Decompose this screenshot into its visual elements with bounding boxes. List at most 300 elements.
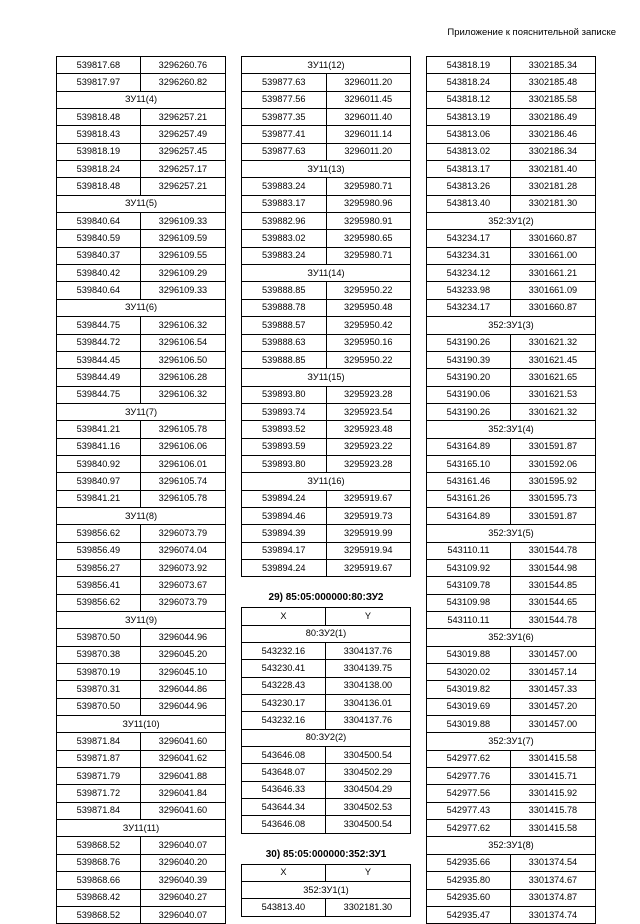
x-coordinate: 543109.78 [427, 577, 511, 594]
x-coordinate: 539844.49 [57, 369, 141, 386]
y-coordinate: 3301621.65 [510, 369, 595, 386]
coordinate-row [242, 490, 411, 507]
parcel-header-row [242, 161, 411, 178]
x-coordinate: 539893.59 [242, 438, 327, 455]
y-coordinate: 3301661.00 [510, 247, 595, 264]
x-coordinate: 539871.84 [57, 733, 141, 750]
y-coordinate: 3301544.78 [510, 612, 595, 629]
parcel-header-row [427, 733, 596, 750]
coordinate-row [242, 421, 411, 438]
parcel-label: ЗУ11(13) [242, 161, 411, 178]
coordinate-block [56, 56, 226, 924]
coordinate-row [427, 612, 596, 629]
coordinates-column-2 [241, 56, 411, 917]
x-coordinate: 543646.08 [242, 816, 326, 833]
coordinate-row [57, 386, 226, 403]
page-header: Приложение к пояснительной записке [447, 27, 616, 38]
x-coordinate: 539840.59 [57, 230, 141, 247]
coordinate-row [57, 681, 226, 698]
coordinate-row [427, 126, 596, 143]
coordinate-row [242, 608, 411, 625]
y-coordinate: 3301415.58 [510, 750, 595, 767]
x-coordinate: 539877.35 [242, 109, 327, 126]
coordinate-row [57, 421, 226, 438]
y-coordinate: 3302181.40 [510, 161, 595, 178]
y-coordinate: 3295923.48 [326, 421, 411, 438]
parcel-label: 80:ЗУ2(2) [242, 729, 411, 746]
x-coordinate: 539883.24 [242, 247, 327, 264]
x-coordinate: 542935.66 [427, 854, 511, 871]
x-coordinate: 539882.96 [242, 213, 327, 230]
coordinate-row [242, 507, 411, 524]
coordinate-row [427, 438, 596, 455]
x-coordinate: 542977.62 [427, 820, 511, 837]
y-coordinate: 3301374.74 [510, 906, 595, 923]
coordinate-row [57, 542, 226, 559]
x-coordinate: 543019.82 [427, 681, 511, 698]
y-coordinate: 3296011.20 [326, 143, 411, 160]
y-coordinate: 3304500.54 [325, 816, 410, 833]
x-coordinate: 543109.98 [427, 594, 511, 611]
y-coordinate: 3296257.17 [140, 161, 225, 178]
coordinate-row [57, 490, 226, 507]
parcel-header-row [242, 473, 411, 490]
coordinate-row [242, 230, 411, 247]
y-coordinate: 3296041.88 [140, 768, 225, 785]
x-coordinate: 542977.62 [427, 750, 511, 767]
parcel-header-row [57, 299, 226, 316]
x-coordinate: 539883.24 [242, 178, 327, 195]
parcel-label: ЗУ11(14) [242, 265, 411, 282]
y-coordinate: 3295950.22 [326, 282, 411, 299]
x-coordinate: 543234.12 [427, 265, 511, 282]
y-coordinate: 3301591.87 [510, 438, 595, 455]
x-coordinate: 539840.37 [57, 247, 141, 264]
coordinate-row [242, 178, 411, 195]
y-coordinate: 3296106.32 [140, 317, 225, 334]
y-coordinate: 3304139.75 [325, 660, 410, 677]
parcel-label: ЗУ11(8) [57, 507, 226, 524]
coordinate-row [242, 351, 411, 368]
x-coordinate: 543165.10 [427, 455, 511, 472]
coordinate-row [242, 559, 411, 576]
x-coordinate: 539893.52 [242, 421, 327, 438]
coordinate-row [242, 899, 411, 916]
x-coordinate: 539840.64 [57, 282, 141, 299]
y-coordinate: 3296011.45 [326, 91, 411, 108]
y-coordinate: 3296109.33 [140, 282, 225, 299]
coordinate-row [242, 712, 411, 729]
coordinate-row [242, 213, 411, 230]
parcel-header-row [427, 213, 596, 230]
x-coordinate: 543813.19 [427, 109, 511, 126]
y-coordinate: 3301457.33 [510, 681, 595, 698]
coordinate-row [242, 438, 411, 455]
x-coordinate: 539888.63 [242, 334, 327, 351]
parcel-label: 352:ЗУ1(8) [427, 837, 596, 854]
x-coordinate: 543813.02 [427, 143, 511, 160]
x-coordinate: 543164.89 [427, 507, 511, 524]
y-coordinate: 3301544.98 [510, 559, 595, 576]
coordinate-row [57, 74, 226, 91]
coordinate-row [57, 525, 226, 542]
coordinate-row [427, 74, 596, 91]
coordinate-row [242, 109, 411, 126]
y-coordinate: 3304504.29 [325, 781, 410, 798]
coordinate-row [427, 282, 596, 299]
y-coordinate: 3296109.59 [140, 230, 225, 247]
parcel-label: ЗУ11(4) [57, 91, 226, 108]
x-coordinate: 543190.20 [427, 369, 511, 386]
coordinate-row [57, 57, 226, 74]
parcel-header-row [242, 729, 411, 746]
coordinate-row [427, 57, 596, 74]
y-coordinate: 3296106.50 [140, 351, 225, 368]
y-coordinate: 3296106.28 [140, 369, 225, 386]
x-coordinate: 539856.49 [57, 542, 141, 559]
y-coordinate: 3296106.32 [140, 386, 225, 403]
x-coordinate: 543110.11 [427, 542, 511, 559]
coordinate-row [242, 195, 411, 212]
x-coordinate: 539894.17 [242, 542, 327, 559]
x-coordinate: 543234.17 [427, 299, 511, 316]
x-coordinate: 543818.24 [427, 74, 511, 91]
coordinate-row [427, 802, 596, 819]
y-coordinate: 3295980.65 [326, 230, 411, 247]
x-coordinate: 539877.63 [242, 143, 327, 160]
x-coordinate: 539894.46 [242, 507, 327, 524]
coordinate-row [242, 403, 411, 420]
y-coordinate: 3295980.71 [326, 178, 411, 195]
x-coordinate: 543019.88 [427, 716, 511, 733]
x-coordinate: 539868.42 [57, 889, 141, 906]
coordinate-row [57, 750, 226, 767]
y-coordinate: 3304137.76 [325, 712, 410, 729]
x-coordinate: 543813.06 [427, 126, 511, 143]
parcel-header-row [242, 625, 411, 642]
coordinate-row [242, 247, 411, 264]
y-coordinate: 3304138.00 [325, 677, 410, 694]
coordinate-row [57, 265, 226, 282]
y-coordinate: 3296109.33 [140, 213, 225, 230]
coordinate-row [57, 109, 226, 126]
x-coordinate: 539856.41 [57, 577, 141, 594]
y-coordinate: 3295919.94 [326, 542, 411, 559]
x-coordinate: 539888.57 [242, 317, 327, 334]
x-coordinate: 539877.56 [242, 91, 327, 108]
y-coordinate: 3304136.01 [325, 695, 410, 712]
coordinate-row [57, 213, 226, 230]
coordinate-row [427, 91, 596, 108]
parcel-header-row [57, 91, 226, 108]
y-coordinate: 3295923.54 [326, 403, 411, 420]
y-coordinate: 3296105.74 [140, 473, 225, 490]
y-coordinate: 3296073.92 [140, 559, 225, 576]
coordinate-row [427, 785, 596, 802]
x-coordinate: 539870.50 [57, 629, 141, 646]
x-coordinate: 543019.69 [427, 698, 511, 715]
y-coordinate: 3304500.54 [325, 747, 410, 764]
coordinate-row [427, 247, 596, 264]
y-coordinate: 3295980.71 [326, 247, 411, 264]
coordinate-row [427, 577, 596, 594]
y-coordinate: 3295950.16 [326, 334, 411, 351]
y-coordinate: 3296040.07 [140, 837, 225, 854]
parcel-header-row [57, 716, 226, 733]
coordinate-row [427, 559, 596, 576]
x-coordinate: 543161.26 [427, 490, 511, 507]
x-coordinate: 543109.92 [427, 559, 511, 576]
x-coordinate: 539888.78 [242, 299, 327, 316]
coordinate-row [427, 750, 596, 767]
y-coordinate: 3301660.87 [510, 230, 595, 247]
x-coordinate: 539841.16 [57, 438, 141, 455]
coordinates-table [241, 607, 411, 833]
x-coordinate: 543234.31 [427, 247, 511, 264]
y-coordinate: 3296257.21 [140, 178, 225, 195]
coordinate-row [57, 455, 226, 472]
y-coordinate: Y [325, 864, 410, 881]
y-coordinate: 3295923.28 [326, 455, 411, 472]
y-coordinate: 3296074.04 [140, 542, 225, 559]
parcel-label: 352:ЗУ1(2) [427, 213, 596, 230]
parcel-header-row [427, 317, 596, 334]
y-coordinate: 3296257.45 [140, 143, 225, 160]
y-coordinate: 3296040.39 [140, 872, 225, 889]
x-coordinate: 543019.88 [427, 646, 511, 663]
coordinate-row [57, 802, 226, 819]
y-coordinate: 3301415.92 [510, 785, 595, 802]
y-coordinate: 3295950.48 [326, 299, 411, 316]
parcel-header-row [242, 265, 411, 282]
coordinate-block [241, 846, 411, 917]
parcel-label: 352:ЗУ1(1) [242, 882, 411, 899]
y-coordinate: 3295923.28 [326, 386, 411, 403]
parcel-header-row [427, 525, 596, 542]
y-coordinate: 3302186.49 [510, 109, 595, 126]
coordinate-row [427, 646, 596, 663]
coordinate-row [57, 282, 226, 299]
coordinate-row [242, 334, 411, 351]
y-coordinate: 3296041.60 [140, 733, 225, 750]
coordinate-row [242, 126, 411, 143]
y-coordinate: 3301595.73 [510, 490, 595, 507]
x-coordinate: 542977.43 [427, 802, 511, 819]
parcel-label: ЗУ11(11) [57, 820, 226, 837]
x-coordinate: 539894.24 [242, 490, 327, 507]
x-coordinate: 543648.07 [242, 764, 326, 781]
coordinate-row [242, 143, 411, 160]
x-coordinate: 539844.75 [57, 317, 141, 334]
x-coordinate: 539841.21 [57, 490, 141, 507]
coordinate-row [427, 473, 596, 490]
coordinate-row [242, 525, 411, 542]
x-coordinate: 543646.33 [242, 781, 326, 798]
y-coordinate: 3295980.91 [326, 213, 411, 230]
coordinate-row [57, 559, 226, 576]
y-coordinate: 3296040.27 [140, 889, 225, 906]
coordinate-row [242, 317, 411, 334]
x-coordinate: X [242, 864, 326, 881]
x-coordinate: 543020.02 [427, 664, 511, 681]
y-coordinate: Y [325, 608, 410, 625]
parcel-label: 352:ЗУ1(4) [427, 421, 596, 438]
parcel-header-row [242, 369, 411, 386]
coordinate-row [57, 837, 226, 854]
y-coordinate: 3296041.60 [140, 802, 225, 819]
parcel-header-row [427, 629, 596, 646]
x-coordinate: 539894.39 [242, 525, 327, 542]
y-coordinate: 3302185.58 [510, 91, 595, 108]
x-coordinate: 543813.26 [427, 178, 511, 195]
coordinate-block [241, 56, 411, 577]
x-coordinate: 543110.11 [427, 612, 511, 629]
x-coordinate: 539840.97 [57, 473, 141, 490]
x-coordinate: 539877.63 [242, 74, 327, 91]
x-coordinate: 539870.31 [57, 681, 141, 698]
coordinate-row [242, 816, 411, 833]
parcel-label: ЗУ11(10) [57, 716, 226, 733]
y-coordinate: 3296044.96 [140, 629, 225, 646]
coordinate-row [242, 764, 411, 781]
coordinate-row [57, 334, 226, 351]
coordinate-row [242, 91, 411, 108]
y-coordinate: 3295950.42 [326, 317, 411, 334]
x-coordinate: 539870.19 [57, 664, 141, 681]
x-coordinate: 539844.72 [57, 334, 141, 351]
x-coordinate: 539856.62 [57, 525, 141, 542]
x-coordinate: 543190.26 [427, 403, 511, 420]
coordinate-row [427, 369, 596, 386]
coordinate-row [242, 747, 411, 764]
x-coordinate: X [242, 608, 326, 625]
parcel-label: 352:ЗУ1(7) [427, 733, 596, 750]
coordinate-row [427, 716, 596, 733]
y-coordinate: 3295919.67 [326, 490, 411, 507]
parcel-label: 352:ЗУ1(3) [427, 317, 596, 334]
coordinates-table [241, 864, 411, 917]
x-coordinate: 539840.64 [57, 213, 141, 230]
coordinate-row [57, 161, 226, 178]
coordinates-table [241, 56, 411, 577]
coordinates-column-3 [426, 56, 596, 924]
y-coordinate: 3301415.71 [510, 768, 595, 785]
y-coordinate: 3296073.79 [140, 525, 225, 542]
parcel-header-row [427, 837, 596, 854]
x-coordinate: 539870.38 [57, 646, 141, 663]
y-coordinate: 3296109.55 [140, 247, 225, 264]
x-coordinate: 539818.48 [57, 109, 141, 126]
coordinate-row [57, 785, 226, 802]
y-coordinate: 3301621.53 [510, 386, 595, 403]
y-coordinate: 3301544.65 [510, 594, 595, 611]
coordinate-row [242, 781, 411, 798]
coordinate-row [242, 864, 411, 881]
coordinate-row [57, 317, 226, 334]
coordinate-row [57, 629, 226, 646]
coordinate-row [427, 109, 596, 126]
x-coordinate: 543646.08 [242, 747, 326, 764]
y-coordinate: 3301544.78 [510, 542, 595, 559]
x-coordinate: 539840.92 [57, 455, 141, 472]
y-coordinate: 3295980.96 [326, 195, 411, 212]
coordinate-row [427, 351, 596, 368]
parcel-label: ЗУ11(7) [57, 403, 226, 420]
x-coordinate: 539841.21 [57, 421, 141, 438]
x-coordinate: 539893.74 [242, 403, 327, 420]
coordinate-row [427, 195, 596, 212]
y-coordinate: 3296045.20 [140, 646, 225, 663]
parcel-header-row [242, 57, 411, 74]
y-coordinate: 3296044.96 [140, 698, 225, 715]
coordinate-row [57, 664, 226, 681]
y-coordinate: 3296257.49 [140, 126, 225, 143]
coordinate-row [427, 265, 596, 282]
x-coordinate: 539871.84 [57, 802, 141, 819]
y-coordinate: 3296045.10 [140, 664, 225, 681]
coordinate-row [242, 695, 411, 712]
x-coordinate: 539893.80 [242, 455, 327, 472]
y-coordinate: 3296011.14 [326, 126, 411, 143]
section-title: 29) 85:05:000000:80:ЗУ2 [268, 592, 384, 604]
coordinate-row [57, 178, 226, 195]
x-coordinate: 543813.40 [242, 899, 326, 916]
x-coordinate: 543813.40 [427, 195, 511, 212]
coordinate-row [427, 507, 596, 524]
coordinate-row [57, 854, 226, 871]
x-coordinate: 543230.41 [242, 660, 326, 677]
y-coordinate: 3301660.87 [510, 299, 595, 316]
coordinate-row [57, 768, 226, 785]
coordinate-row [57, 906, 226, 923]
x-coordinate: 542935.60 [427, 889, 511, 906]
y-coordinate: 3301374.67 [510, 872, 595, 889]
coordinate-row [57, 369, 226, 386]
coordinate-row [427, 889, 596, 906]
y-coordinate: 3296073.79 [140, 594, 225, 611]
y-coordinate: 3302186.34 [510, 143, 595, 160]
coordinate-row [427, 161, 596, 178]
coordinate-row [427, 681, 596, 698]
coordinate-row [242, 455, 411, 472]
y-coordinate: 3296106.54 [140, 334, 225, 351]
y-coordinate: 3296260.82 [140, 74, 225, 91]
x-coordinate: 539868.52 [57, 906, 141, 923]
y-coordinate: 3301544.85 [510, 577, 595, 594]
x-coordinate: 543230.17 [242, 695, 326, 712]
x-coordinate: 543813.17 [427, 161, 511, 178]
y-coordinate: 3296106.06 [140, 438, 225, 455]
y-coordinate: 3301374.87 [510, 889, 595, 906]
coordinate-row [242, 799, 411, 816]
y-coordinate: 3304137.76 [325, 643, 410, 660]
y-coordinate: 3302186.46 [510, 126, 595, 143]
parcel-label: ЗУ11(6) [57, 299, 226, 316]
coordinate-row [57, 438, 226, 455]
y-coordinate: 3304502.29 [325, 764, 410, 781]
coordinate-row [427, 455, 596, 472]
parcel-header-row [57, 195, 226, 212]
y-coordinate: 3301457.14 [510, 664, 595, 681]
x-coordinate: 539868.52 [57, 837, 141, 854]
y-coordinate: 3301591.87 [510, 507, 595, 524]
x-coordinate: 539818.19 [57, 143, 141, 160]
coordinate-row [427, 698, 596, 715]
coordinate-row [427, 768, 596, 785]
x-coordinate: 539893.80 [242, 386, 327, 403]
y-coordinate: 3301661.09 [510, 282, 595, 299]
x-coordinate: 539894.24 [242, 559, 327, 576]
